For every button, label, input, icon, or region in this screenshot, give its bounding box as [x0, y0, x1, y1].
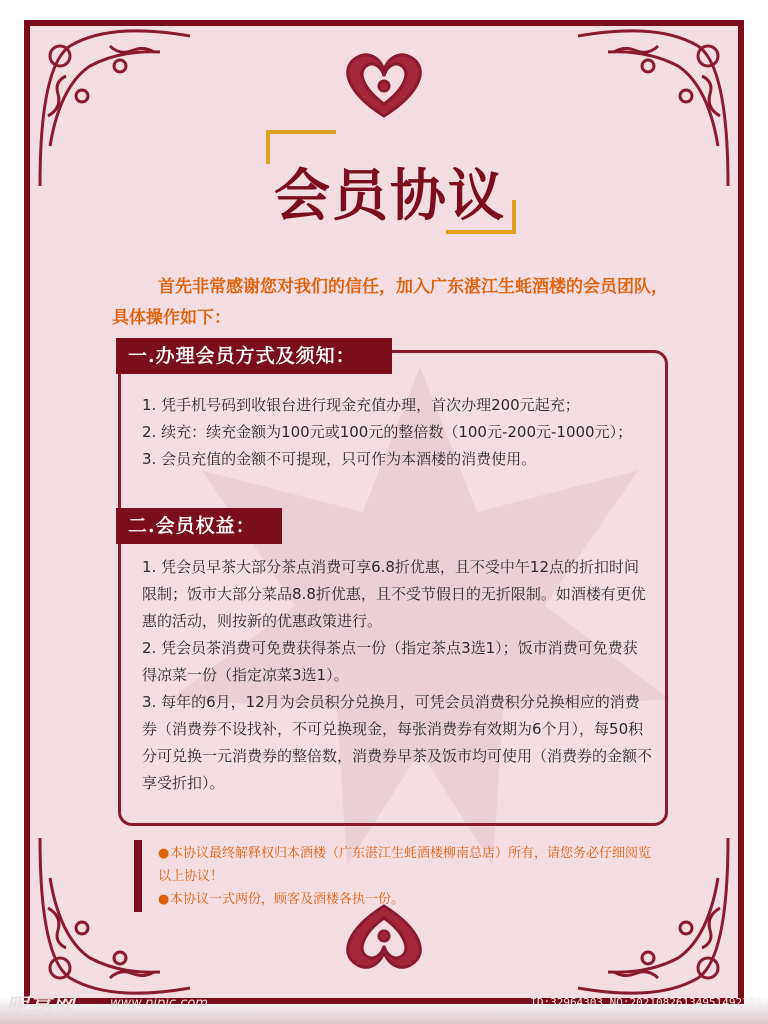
- corner-ornament-top-left: [30, 26, 200, 196]
- heart-ornament-top: [336, 48, 432, 120]
- section-heading-membership: 一.办理会员方式及须知：: [116, 338, 392, 374]
- list-item: 1. 凭手机号码到收银台进行现金充值办理，首次办理200元起充；: [142, 396, 580, 414]
- watermark-url: www.nipic.com: [110, 996, 208, 1011]
- title-block: [260, 126, 520, 236]
- note-item: [158, 888, 658, 911]
- list-item: 3. 每年的6月，12月为会员积分兑换月，可凭会员消费积分兑换相应的消费券（消费券不设找补，不可兑换现金，每张消费券有效期为6个月），每50积分可兑换一元消费券的整倍数，消费券早茶及饭市均可使用（消费券的金额不享受折扣）。: [142, 693, 653, 792]
- bullet-icon: ●: [158, 846, 170, 861]
- notes-accent-bar: [134, 840, 142, 912]
- list-item: 3. 会员充值的金额不可提现，只可作为本酒楼的消费使用。: [142, 450, 537, 468]
- watermark-id: ID:32964303 NO:20210826134951492103: [530, 996, 762, 1009]
- note-text: 本协议最终解释权归本酒楼（广东湛江生蚝酒楼柳南总店）所有，请您务必仔细阅览以上协议！: [158, 846, 652, 884]
- list-item: 2. 续充：续充金额为100元或100元的整倍数（100元-200元-1000元）；: [142, 423, 633, 441]
- section-heading-benefits: 二.会员权益：: [116, 508, 282, 544]
- corner-ornament-top-right: [568, 26, 738, 196]
- page-title: 会员协议: [274, 164, 506, 229]
- membership-list: [142, 392, 652, 473]
- note-text: 本协议一式两份，顾客及酒楼各执一份。: [170, 892, 405, 907]
- intro-paragraph: 首先非常感谢您对我们的信任，加入广东湛江生蚝酒楼的会员团队，具体操作如下：: [112, 277, 668, 328]
- bullet-icon: ●: [158, 892, 170, 907]
- notes-block: [134, 836, 694, 922]
- list-item: 1. 凭会员早茶大部分茶点消费可享6.8折优惠，且不受中午12点的折扣时间限制；饭市大部分菜品8.8折优惠，且不受节假日的无折限制。如酒楼有更优惠的活动，则按新的优惠政策进行。: [142, 558, 646, 630]
- title-bracket-bottom-right: [446, 200, 516, 234]
- note-item: [158, 842, 658, 888]
- poster-frame: [24, 20, 744, 1004]
- list-item: 2. 凭会员茶消费可免费获得茶点一份（指定茶点3选1）；饭市消费可免费获得凉菜一份（指定凉菜3选1）。: [142, 639, 638, 684]
- benefits-list: [142, 554, 652, 797]
- watermark-logo: 昵享网: [6, 995, 76, 1020]
